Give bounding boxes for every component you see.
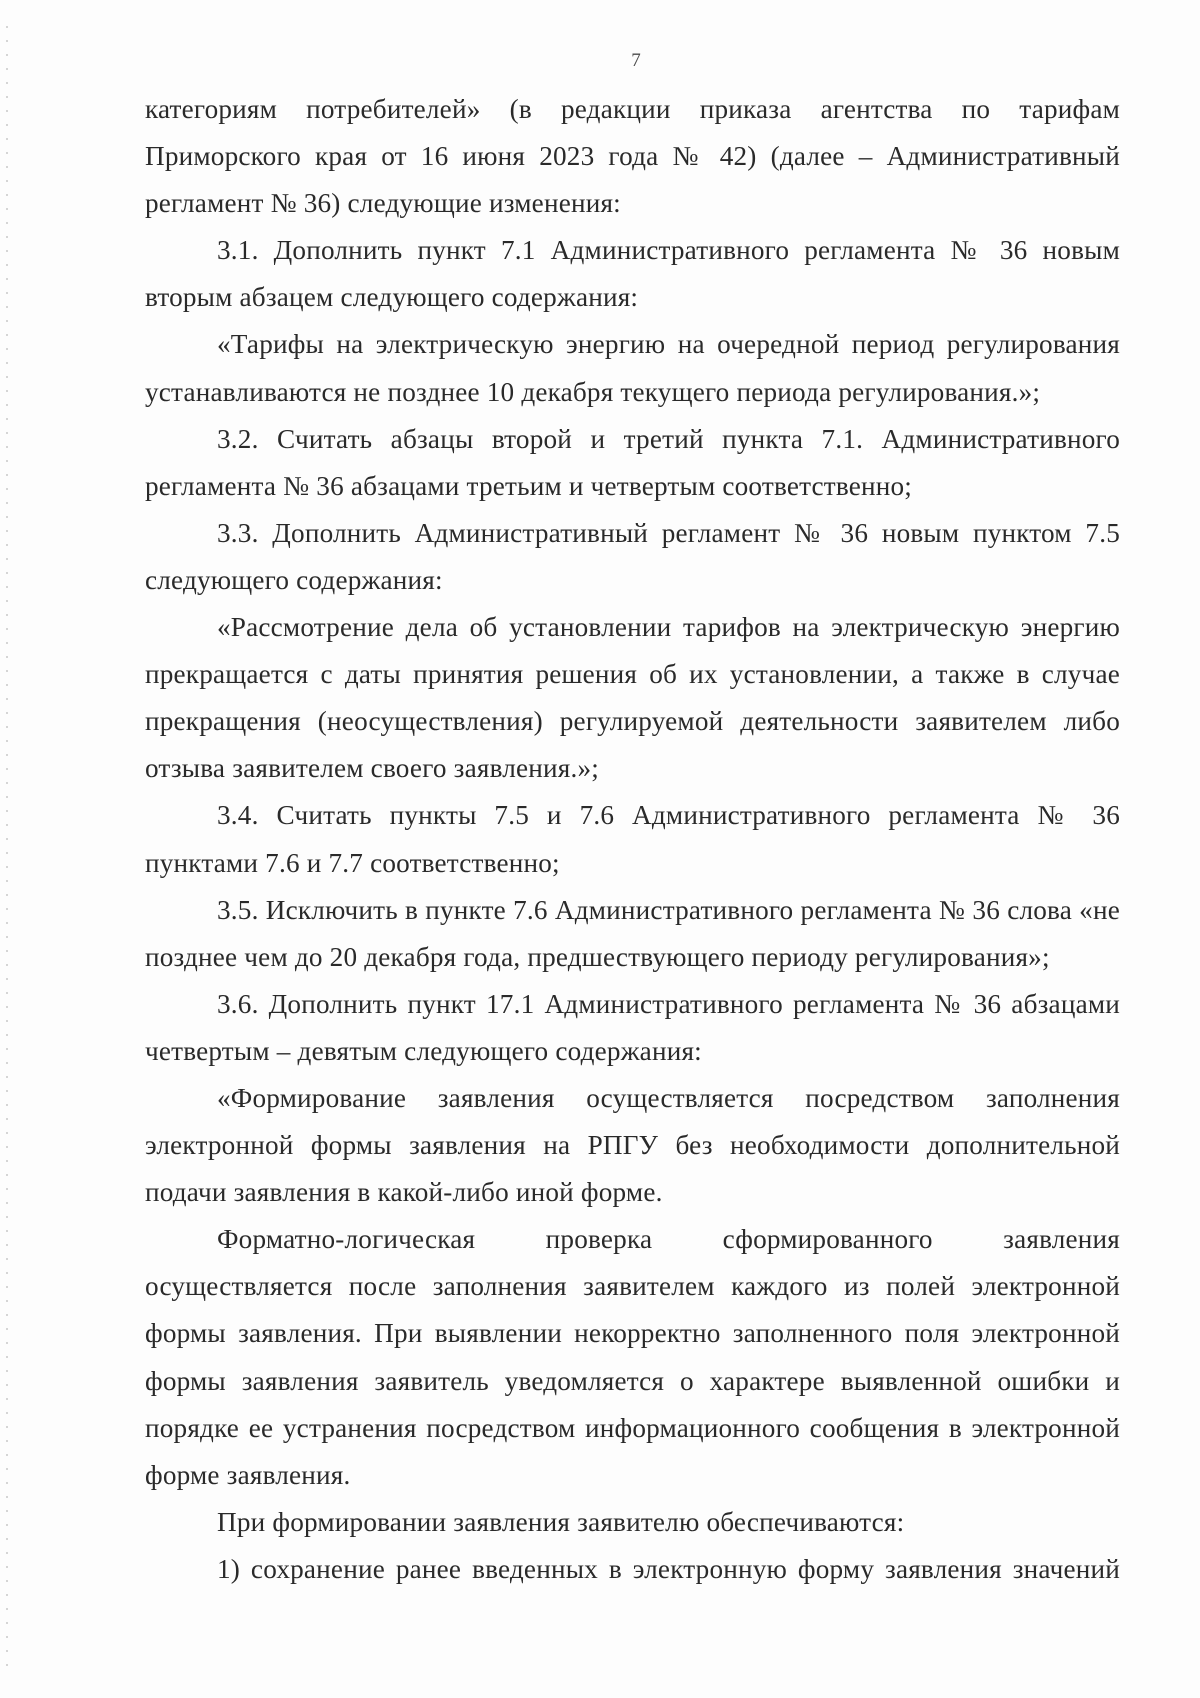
- page-number: 7: [631, 50, 641, 71]
- paragraph-format-check: Форматно-логическая проверка сформированного заявления осуществляется после заполнения заявителем каждого из полей электронной формы заявления. При выявлении некорректно заполненного поля электронной формы заявления заявитель уведомляется о характере выявленной ошибки и порядке ее устранения посредством информационного сообщения в электронной форме заявления.: [145, 1224, 1120, 1490]
- paragraph-quote-case-review: «Рассмотрение дела об установлении тарифов на электрическую энергию прекращается с даты принятия решения об их установлении, а также в случае прекращения (неосуществления) регулируемой деятельности заявителем либо отзыва заявителем своего заявления.»;: [145, 612, 1120, 784]
- document-body: [145, 86, 1120, 1593]
- paragraph-3-3: 3.3. Дополнить Административный регламент № 36 новым пунктом 7.5 следующего содержания:: [145, 517, 1120, 595]
- paragraph-3-1: 3.1. Дополнить пункт 7.1 Административного регламента № 36 новым вторым абзацем следующего содержания:: [145, 235, 1120, 313]
- paragraph-item-1: 1) сохранение ранее введенных в электронную форму заявления значений: [217, 1553, 1120, 1584]
- paragraph-3-4: 3.4. Считать пункты 7.5 и 7.6 Административного регламента № 36 пунктами 7.6 и 7.7 соответственно;: [145, 800, 1120, 878]
- paragraph-continuation: категориям потребителей» (в редакции приказа агентства по тарифам Приморского края от 16 июня 2023 года № 42) (далее – Административный регламент № 36) следующие изменения:: [145, 94, 1120, 219]
- paragraph-3-2: 3.2. Считать абзацы второй и третий пункта 7.1. Административного регламента № 36 абзацами третьим и четвертым соответственно;: [145, 423, 1120, 501]
- paragraph-3-5: 3.5. Исключить в пункте 7.6 Административного регламента № 36 слова «не позднее чем до 20 декабря года, предшествующего периоду регулирования»;: [145, 894, 1120, 972]
- scan-edge-artifact: [6, 20, 8, 1670]
- paragraph-quote-tariffs: «Тарифы на электрическую энергию на очередной период регулирования устанавливаются не позднее 10 декабря текущего периода регулирования.»;: [145, 329, 1120, 407]
- paragraph-quote-form-creation: «Формирование заявления осуществляется посредством заполнения электронной формы заявления на РПГУ без необходимости дополнительной подачи заявления в какой-либо иной форме.: [145, 1082, 1120, 1208]
- paragraph-3-6: 3.6. Дополнить пункт 17.1 Административного регламента № 36 абзацами четвертым – девятым следующего содержания:: [145, 988, 1120, 1066]
- paragraph-provided-features: При формировании заявления заявителю обеспечиваются:: [217, 1506, 905, 1537]
